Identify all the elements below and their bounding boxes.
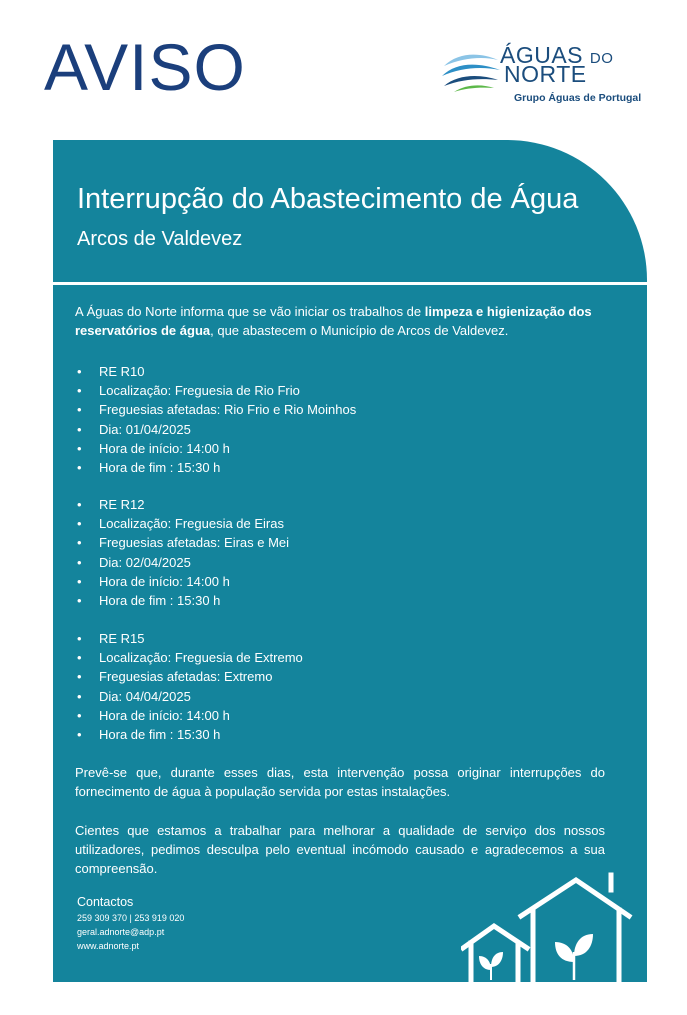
intro-paragraph (75, 302, 605, 340)
list-item: • Hora de início: 14:00 h (75, 572, 595, 591)
list-item: • Freguesias afetadas: Rio Frio e Rio Moinhos (75, 400, 595, 419)
list-item: • Dia: 04/04/2025 (75, 687, 595, 706)
logo-text-line2: NORTE (504, 61, 587, 87)
divider (53, 282, 647, 285)
reservoir-list-2 (75, 495, 595, 610)
houses-with-plants-icon (461, 870, 641, 982)
list-item: • Hora de fim : 15:30 h (75, 458, 595, 477)
page-title: AVISO (44, 30, 246, 104)
reservoir-list-1 (75, 362, 595, 477)
contact-phones: 259 309 370 | 253 919 020 (77, 913, 185, 923)
list-item: • RE R15 (75, 629, 595, 648)
apology-paragraph: Cientes que estamos a trabalhar para melhorar a qualidade de serviço dos nossos utilizadores, pedimos desculpa pelo eventual incómodo causado e agradecemos a sua compreensão. (75, 823, 605, 876)
notice-panel (53, 140, 647, 982)
intro-text: A Águas do Norte informa que se vão iniciar os trabalhos de (75, 304, 425, 319)
list-item: • RE R12 (75, 495, 595, 514)
list-item: • Hora de fim : 15:30 h (75, 591, 595, 610)
interruption-paragraph: Prevê-se que, durante esses dias, esta intervenção possa originar interrupções do fornecimento de água à população servida por estas instalações. (75, 765, 605, 799)
notice-subtitle: Arcos de Valdevez (77, 228, 243, 250)
intro-highlight: limpeza e higienização dos reservatórios de água (75, 304, 592, 338)
list-item: • Freguesias afetadas: Eiras e Mei (75, 533, 595, 552)
list-item: • Hora de início: 14:00 h (75, 439, 595, 458)
list-item: • Hora de fim : 15:30 h (75, 725, 595, 744)
reservoir-list-3 (75, 629, 595, 744)
logo-text-line1: ÁGUAS (500, 42, 584, 68)
list-item: • Hora de início: 14:00 h (75, 706, 595, 725)
list-item: • Dia: 02/04/2025 (75, 553, 595, 572)
contact-website[interactable]: www.adnorte.pt (77, 941, 140, 951)
list-item: • RE R10 (75, 362, 595, 381)
list-item: • Freguesias afetadas: Extremo (75, 667, 595, 686)
aguas-do-norte-logo (440, 42, 650, 104)
water-wave-icon (440, 46, 502, 98)
contact-email[interactable]: geral.adnorte@adp.pt (77, 927, 165, 937)
list-item: • Localização: Freguesia de Rio Frio (75, 381, 595, 400)
intro-text-end: , que abastecem o Município de Arcos de Valdevez. (210, 323, 509, 338)
logo-tagline: Grupo Águas de Portugal (514, 92, 642, 104)
list-item: • Localização: Freguesia de Extremo (75, 648, 595, 667)
notice-title: Interrupção do Abastecimento de Água (77, 183, 579, 215)
logo-text-do: DO (589, 50, 614, 67)
contacts-title: Contactos (77, 895, 134, 909)
list-item: • Localização: Freguesia de Eiras (75, 514, 595, 533)
list-item: • Dia: 01/04/2025 (75, 420, 595, 439)
